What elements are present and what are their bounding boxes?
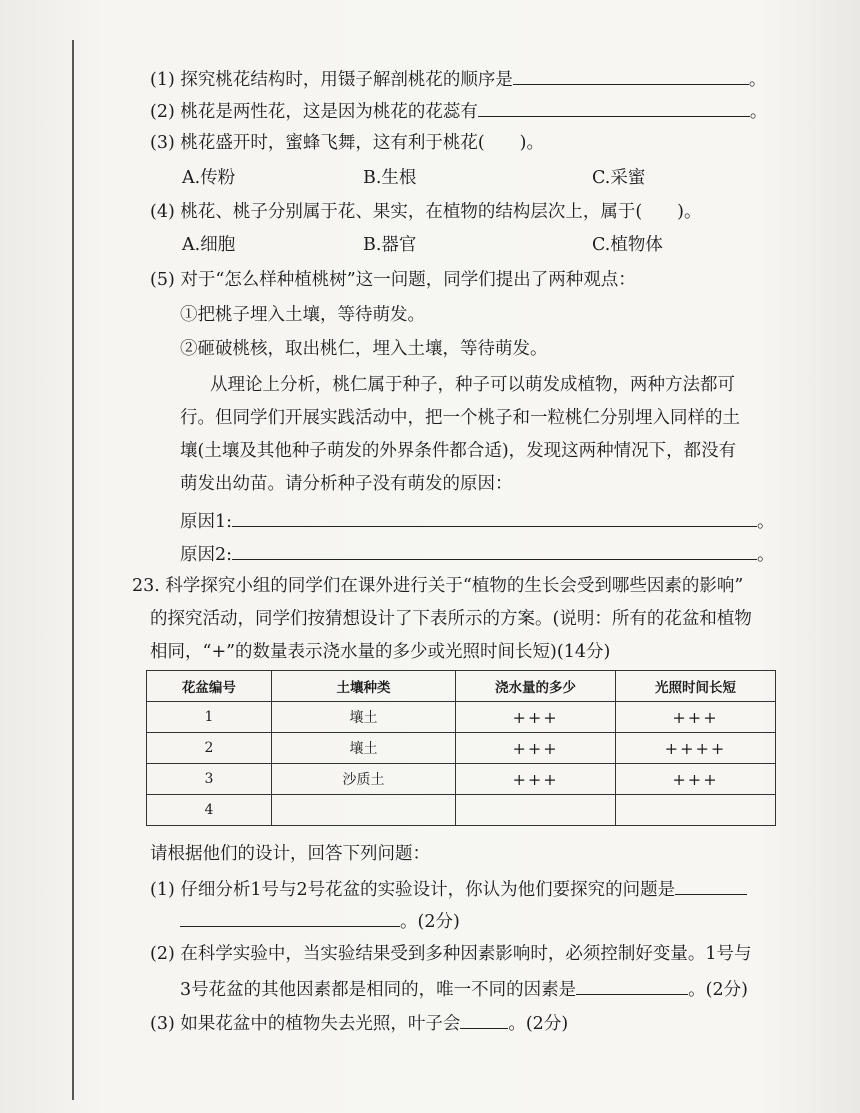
answer-blank[interactable] bbox=[576, 976, 688, 995]
q22-reason-2: 原因2: 。 bbox=[180, 541, 775, 567]
table-row: 3 沙质土 +++ +++ bbox=[147, 764, 776, 795]
table-input-cell[interactable] bbox=[615, 795, 775, 826]
q23-sub1-cont: 。(2分) bbox=[180, 908, 460, 934]
answer-blank[interactable] bbox=[232, 508, 757, 527]
q22-paragraph-line: 行。但同学们开展实践活动中，把一个桃子和一粒桃仁分别埋入同样的土 bbox=[180, 408, 740, 428]
answer-blank[interactable] bbox=[460, 1010, 508, 1029]
answer-blank[interactable] bbox=[513, 66, 749, 85]
q23-prompt: 请根据他们的设计，回答下列问题： bbox=[150, 844, 430, 864]
q22-sub2: (2) 桃花是两性花，这是因为桃花的花蕊有 。 bbox=[150, 98, 767, 124]
table-header-row bbox=[147, 671, 776, 702]
header-pot-number: 花盆编号 bbox=[147, 671, 272, 702]
q22-paragraph-line: 从理论上分析，桃仁属于种子，种子可以萌发成植物，两种方法都可 bbox=[210, 375, 735, 395]
table-input-cell[interactable] bbox=[271, 795, 455, 826]
q22-reason-1: 原因1: 。 bbox=[180, 508, 775, 534]
q22-sub3-option-a[interactable]: A.传粉 bbox=[182, 168, 236, 188]
q22-sub3: (3) 桃花盛开时，蜜蜂飞舞，这有利于桃花( )。 bbox=[150, 133, 545, 153]
header-soil-type: 土壤种类 bbox=[271, 671, 455, 702]
header-water-amount: 浇水量的多少 bbox=[456, 671, 616, 702]
q22-view-1: ①把桃子埋入土壤，等待萌发。 bbox=[180, 305, 425, 325]
q23-sub1: (1) 仔细分析1号与2号花盆的实验设计，你认为他们要探究的问题是 bbox=[150, 876, 747, 902]
header-light-time: 光照时间长短 bbox=[615, 671, 775, 702]
q23-intro-line: 相同，“+”的数量表示浇水量的多少或光照时间长短)(14分) bbox=[150, 642, 611, 662]
q22-sub4: (4) 桃花、桃子分别属于花、果实，在植物的结构层次上，属于( )。 bbox=[150, 202, 702, 222]
q22-paragraph-line: 萌发出幼苗。请分析种子没有萌发的原因： bbox=[180, 474, 513, 494]
answer-blank[interactable] bbox=[180, 908, 400, 927]
q23-sub2: (2) 在科学实验中，当实验结果受到多种因素影响时，必须控制好变量。1号与 bbox=[150, 944, 752, 964]
q22-sub5: (5) 对于“怎么样种植桃树”这一问题，同学们提出了两种观点： bbox=[150, 270, 636, 290]
table-row: 1 壤土 +++ +++ bbox=[147, 702, 776, 733]
q22-sub3-option-b[interactable]: B.生根 bbox=[363, 168, 417, 188]
table-row: 2 壤土 +++ ++++ bbox=[147, 733, 776, 764]
q23-sub3: (3) 如果花盆中的植物失去光照，叶子会 。(2分) bbox=[150, 1010, 568, 1036]
table-input-cell[interactable] bbox=[456, 795, 616, 826]
q22-sub4-option-b[interactable]: B.器官 bbox=[363, 235, 417, 255]
q23-sub2-cont: 3号花盆的其他因素都是相同的，唯一不同的因素是 。(2分) bbox=[180, 976, 748, 1002]
answer-blank[interactable] bbox=[478, 98, 750, 117]
q22-sub4-option-a[interactable]: A.细胞 bbox=[182, 235, 236, 255]
q22-view-2: ②砸破桃核，取出桃仁，埋入土壤，等待萌发。 bbox=[180, 339, 548, 359]
q22-sub4-option-c[interactable]: C.植物体 bbox=[592, 235, 663, 255]
q22-sub3-option-c[interactable]: C.采蜜 bbox=[592, 168, 646, 188]
answer-blank[interactable] bbox=[675, 876, 747, 895]
q22-paragraph-line: 壤(土壤及其他种子萌发的外界条件都合适)，发现这两种情况下，都没有 bbox=[180, 441, 737, 461]
q22-sub1: (1) 探究桃花结构时，用镊子解剖桃花的顺序是 。 bbox=[150, 66, 766, 92]
q23-intro-line: 的探究活动，同学们按猜想设计了下表所示的方案。(说明：所有的花盆和植物 bbox=[150, 609, 752, 629]
margin-line bbox=[72, 40, 74, 1100]
q23-intro-line: 23. 科学探究小组的同学们在课外进行关于“植物的生长会受到哪些因素的影响” bbox=[132, 576, 744, 596]
answer-blank[interactable] bbox=[232, 541, 757, 560]
table-row: 4 bbox=[147, 795, 776, 826]
experiment-table bbox=[146, 670, 776, 826]
